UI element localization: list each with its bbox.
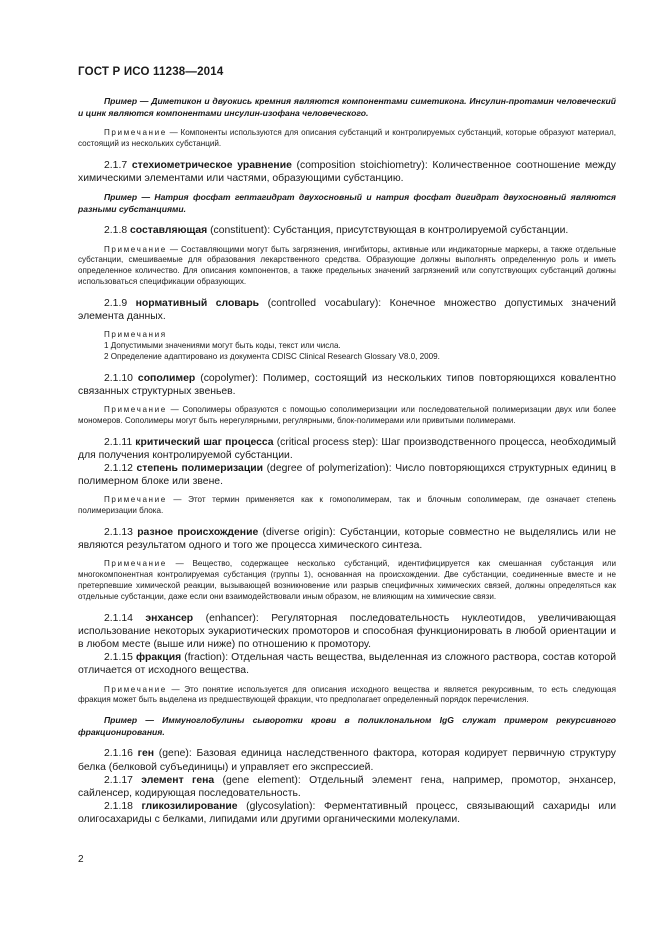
notes-block: [78, 330, 616, 362]
note-label: Примечание: [104, 495, 167, 505]
term-number: 2.1.9: [104, 297, 128, 309]
term-definition: [78, 774, 616, 800]
term-definition: [78, 159, 616, 185]
example-paragraph: Пример — Диметикон и двуокись кремния являются компонентами симетикона. Инсулин-протамин человеческий и цинк являются компонентами инсулин-изофана человеческого.: [78, 96, 616, 118]
note-paragraph: [78, 559, 616, 602]
term-definition: [78, 747, 616, 773]
term-text: (copolymer): Полимер, состоящий из нескольких типов повторяющихся ковалентно связанных структурных звеньев.: [78, 372, 617, 397]
term-number: 2.1.11: [104, 436, 133, 448]
term-name: нормативный словарь: [135, 297, 260, 309]
term-number: 2.1.14: [104, 612, 133, 624]
term-number: 2.1.7: [104, 159, 128, 171]
term-text: (constituent): Субстанция, присутствующая в контролируемой субстанции.: [207, 225, 569, 237]
note-text: — Вещество, содержащее несколько субстанций, идентифицируется как смешанная субстанция или многокомпонентная контролируемая субстанция (группы 1), основанная на происхождении. Две субстанции, соединенные вместе и не претерпевшие химической реакции, вызывающей возникновение или разрыв специфичных химических связей, должны определяться как отдельные субстанции, даже если они взаимодействовали иным образом, не влияющим на химические связи.: [78, 559, 616, 601]
note-text: — Компоненты используются для описания субстанций и контролируемых субстанций, которые образуют материал, состоящий из нескольких субстанций.: [78, 128, 616, 148]
term-definition: [78, 462, 616, 488]
note-label: Примечание: [104, 684, 167, 694]
term-number: 2.1.17: [104, 774, 133, 786]
note-item: 1 Допустимыми значениями могут быть коды, текст или числа.: [104, 340, 341, 350]
example-paragraph: Пример — Натрия фосфат гептагидрат двухосновный и натрия фосфат дигидрат двухосновный являются разными субстанциями.: [78, 192, 616, 214]
term-number: 2.1.16: [104, 748, 133, 760]
term-name: гликозилирование: [141, 801, 238, 813]
term-text: (gene element): Отдельный элемент гена, например, промотор, энхансер, сайленсер, кодирующая последовательность.: [78, 774, 616, 799]
term-number: 2.1.13: [104, 526, 133, 538]
term-text: (fraction): Отдельная часть вещества, выделенная из сложного раствора, состав которой отличается от исходного вещества.: [78, 652, 617, 677]
document-body: [78, 94, 616, 834]
page-number: 2: [78, 854, 84, 865]
note-paragraph: [78, 685, 616, 707]
term-name: стехиометрическое уравнение: [131, 159, 292, 171]
term-definition: [78, 526, 616, 552]
note-label: Примечание: [104, 128, 167, 138]
term-text: (enhancer): Регуляторная последовательность нуклеотидов, увеличивающая использование некоторых эукариотических промоторов и способная функционировать в любой ориентации и в любом месте (выше или ниже) по отношению к промотору.: [78, 612, 616, 650]
term-number: 2.1.12: [104, 462, 133, 474]
term-text: (composition stoichiometry): Количественное соотношение между химическими элементами или частями, образующими субстанцию.: [78, 159, 617, 184]
term-name: энхансер: [145, 612, 194, 624]
term-text: (degree of polymerization): Число повторяющихся структурных единиц в полимерном блоке или звене.: [78, 462, 617, 488]
term-text: (diverse origin): Субстанции, которые совместно не выделялись или не являются результатом одного и того же процесса химического синтеза.: [78, 526, 616, 552]
term-text: (glycosylation): Ферментативный процесс, связывающий сахариды или олигосахариды с белками, липидами или другими органическими молекулами.: [78, 801, 616, 826]
term-definition: [78, 436, 616, 462]
note-paragraph: [78, 405, 616, 427]
term-name: элемент гена: [141, 774, 215, 786]
term-definition: [78, 224, 616, 237]
term-name: разное происхождение: [137, 526, 259, 538]
note-paragraph: [78, 245, 616, 288]
term-name: критический шаг процесса: [135, 436, 274, 448]
note-label: Примечание: [104, 244, 167, 254]
term-definition: [78, 372, 616, 398]
note-paragraph: [78, 495, 616, 517]
note-paragraph: [78, 128, 616, 150]
note-text: — Сополимеры образуются с помощью сополимеризации или последовательной полимеризации двух или более мономеров. Сополимеры могут быть нерегулярными, регулярными, блок-полимерами или привитыми полимерами.: [78, 404, 616, 425]
note-label: Примечание: [104, 404, 167, 414]
note-label: Примечание: [104, 559, 167, 569]
term-definition: [78, 651, 616, 677]
note-item: 2 Определение адаптировано из документа CDISC Clinical Research Glossary V8.0, 2009.: [104, 351, 440, 361]
term-number: 2.1.10: [104, 372, 133, 384]
note-text: — Составляющими могут быть загрязнения, ингибиторы, активные или индикаторные маркеры, а также отдельные субстанции, смешиваемые для образования лекарственного средства. Образующие должны выполнять определенную роль и иметь определенное количество. Для описания компонентов, а также предельных значений загрязнений или сопутствующих субстанций должны использоваться спецификации образующих.: [78, 244, 616, 286]
term-name: фракция: [135, 652, 182, 664]
term-text: (gene): Базовая единица наследственного фактора, которая кодирует первичную структуру белка (белковой субъединицы) и управляет его экспрессией.: [78, 748, 616, 773]
note-text: — Это понятие используется для описания исходного вещества и является рекурсивным, то есть следующая фракция может быть выделена из предшествующей фракции, что предполагает определенный порядок перечисления.: [78, 684, 616, 705]
term-definition: [78, 800, 616, 826]
term-number: 2.1.8: [104, 225, 128, 237]
example-paragraph: Пример — Иммуноглобулины сыворотки крови в поликлональном IgG служат примером рекурсивного фракционирования.: [78, 715, 616, 737]
document-header: ГОСТ Р ИСО 11238—2014: [78, 66, 224, 78]
term-name: ген: [137, 748, 155, 760]
term-name: сополимер: [137, 372, 196, 384]
term-number: 2.1.18: [104, 801, 133, 813]
term-name: составляющая: [130, 225, 208, 237]
term-text: (critical process step): Шаг производственного процесса, необходимый для получения контролируемой субстанции.: [78, 436, 617, 461]
term-definition: [78, 297, 616, 323]
term-name: степень полимеризации: [136, 462, 263, 474]
term-number: 2.1.15: [104, 652, 133, 664]
term-definition: [78, 612, 616, 652]
note-text: — Этот термин применяется как к гомополимерам, так и блочным сополимерам, где означает степень полимеризации блока.: [78, 495, 616, 516]
notes-label: Примечания: [104, 330, 167, 340]
term-text: (controlled vocabulary): Конечное множество допустимых значений элемента данных.: [78, 297, 616, 322]
